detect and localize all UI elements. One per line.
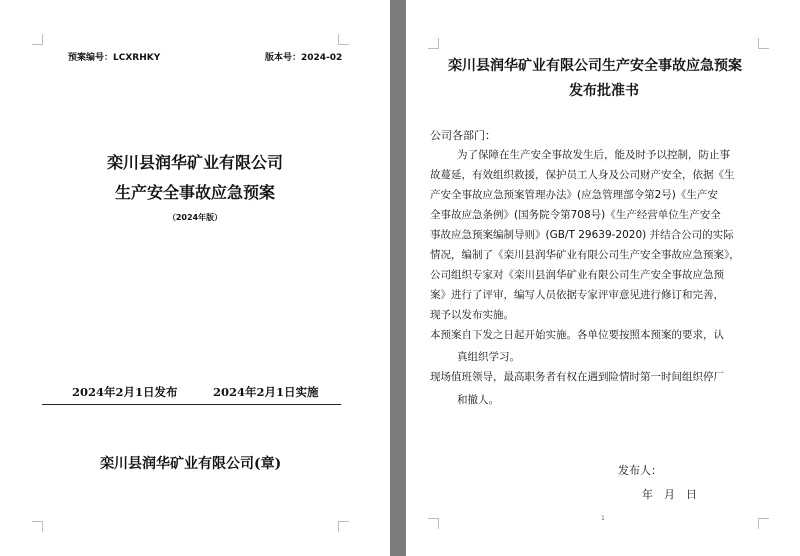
body-line: 全事故应急条例》(国务院令第708号)《生产经营单位生产安全: [430, 209, 721, 221]
page-number: 1: [601, 515, 605, 522]
corner-mark: [32, 521, 43, 532]
plan-title: 生产安全事故应急预案: [114, 183, 275, 202]
corner-mark: [428, 38, 439, 49]
body-line: 现场值班领导，最高职务者有权在遇到险情时第一时间组织停厂: [430, 371, 724, 383]
body-line: 真组织学习。: [457, 351, 520, 363]
addressee: 公司各部门：: [430, 129, 496, 142]
body-line: 公司组织专家对《栾川县润华矿业有限公司生产安全事故应急预: [430, 269, 724, 281]
company-title: 栾川县润华矿业有限公司: [106, 153, 283, 172]
notice-subtitle: 发布批准书: [569, 83, 639, 99]
date-placeholder: 年 月 日: [642, 488, 697, 501]
effective-date: 2024年2月1日实施: [213, 385, 319, 399]
body-line: 案》进行了评审，编写人员依据专家评审意见进行修订和完善，: [430, 289, 724, 301]
company-seal-line: 栾川县润华矿业有限公司(章): [100, 456, 282, 472]
corner-mark: [338, 521, 349, 532]
body-line: 情况，编制了《栾川县润华矿业有限公司生产安全事故应急预案》，: [430, 249, 740, 261]
corner-mark: [758, 38, 769, 49]
publish-date: 2024年2月1日发布: [72, 385, 178, 399]
corner-mark: [338, 34, 349, 45]
body-line: 和撤人。: [457, 394, 499, 406]
body-line: 本预案自下发之日起开始实施。各单位要按照本预案的要求，认: [430, 329, 724, 341]
plan-number: 预案编号：LCXRHKY: [68, 53, 161, 63]
version-number: 版本号：2024-02: [265, 53, 343, 63]
divider-line: [42, 404, 341, 405]
body-line: 事故应急预案编制导则》(GB/T 29639-2020) 并结合公司的实际: [430, 229, 734, 241]
corner-mark: [758, 518, 769, 529]
body-line: 为了保障在生产安全事故发生后，能及时予以控制，防止事: [457, 149, 730, 161]
body-line: 故蔓延，有效组织救援，保护员工人身及公司财产安全，依据《生: [430, 169, 735, 181]
body-line: 现予以发布实施。: [430, 309, 514, 321]
publisher-label: 发布人：: [618, 464, 662, 477]
corner-mark: [428, 518, 439, 529]
corner-mark: [32, 34, 43, 45]
edition-label: （2024年版）: [167, 213, 223, 222]
notice-title: 栾川县润华矿业有限公司生产安全事故应急预案: [448, 58, 742, 74]
body-line: 产安全事故应急预案管理办法》(应急管理部令第2号)《生产安: [430, 189, 718, 201]
